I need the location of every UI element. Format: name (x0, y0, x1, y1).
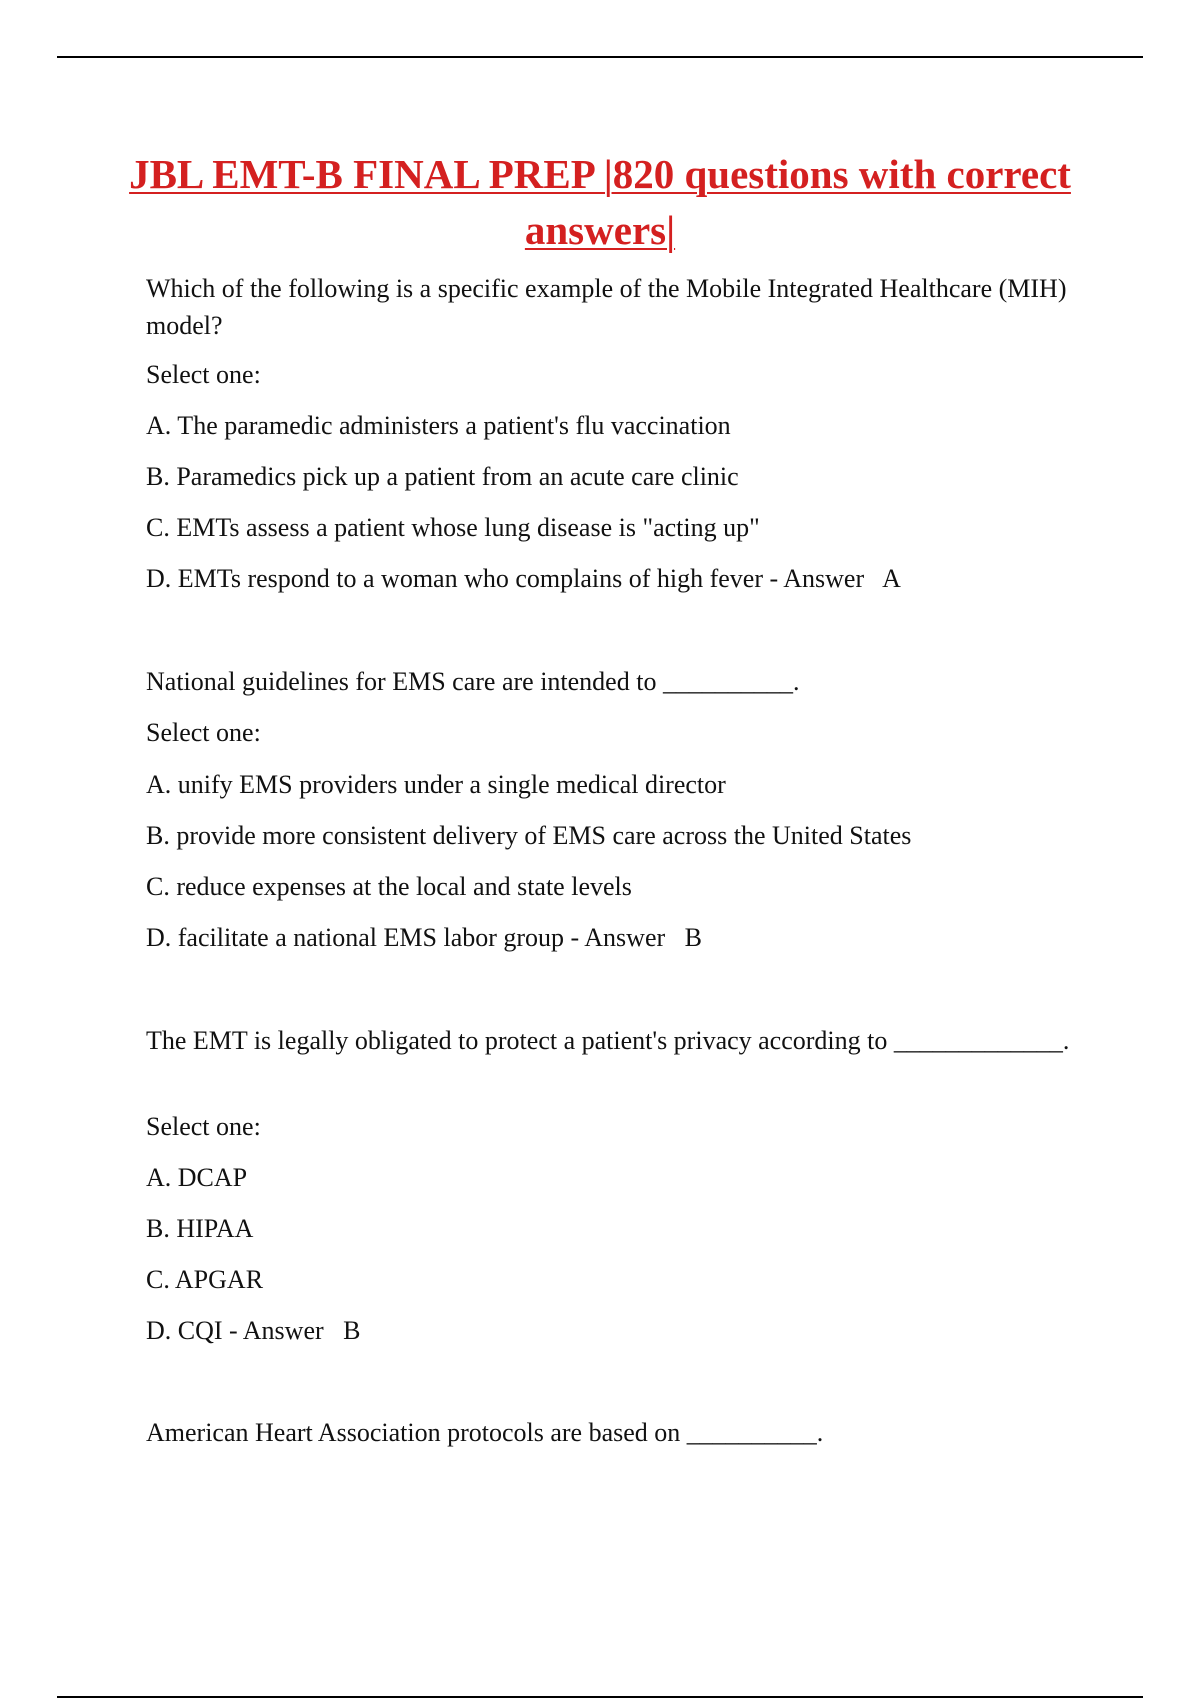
question-1-prompt: Which of the following is a specific example of the Mobile Integrated Healthcare (MIH) model? (146, 274, 1067, 340)
question-2-select-label: Select one: (146, 718, 261, 747)
question-3-option-c: C. APGAR (146, 1265, 264, 1294)
question-3-option-d: D. CQI - Answer B (146, 1316, 361, 1345)
question-2-option-a: A. unify EMS providers under a single medical director (146, 770, 726, 799)
question-2-option-c: C. reduce expenses at the local and state levels (146, 872, 632, 901)
question-4-prompt: American Heart Association protocols are based on __________. (146, 1418, 824, 1447)
question-1-option-d: D. EMTs respond to a woman who complains of high fever - Answer A (146, 564, 901, 593)
bottom-rule (57, 1696, 1143, 1698)
question-2-option-d: D. facilitate a national EMS labor group - Answer B (146, 923, 702, 952)
question-3-option-a: A. DCAP (146, 1163, 248, 1192)
document-title: JBL EMT-B FINAL PREP |820 questions with correct answers| (129, 151, 1071, 253)
question-1-option-a: A. The paramedic administers a patient's flu vaccination (146, 411, 731, 440)
question-2-prompt: National guidelines for EMS care are intended to __________. (146, 667, 800, 696)
question-3-option-b: B. HIPAA (146, 1214, 254, 1243)
question-2-option-b: B. provide more consistent delivery of EMS care across the United States (146, 821, 912, 850)
question-3-select-label: Select one: (146, 1112, 261, 1141)
question-1-option-b: B. Paramedics pick up a patient from an acute care clinic (146, 462, 739, 491)
question-1-select-label: Select one: (146, 360, 261, 389)
question-3-prompt: The EMT is legally obligated to protect a patient's privacy according to _____________. (146, 1026, 1070, 1055)
question-1-option-c: C. EMTs assess a patient whose lung disease is "acting up" (146, 513, 760, 542)
top-rule (57, 56, 1143, 58)
